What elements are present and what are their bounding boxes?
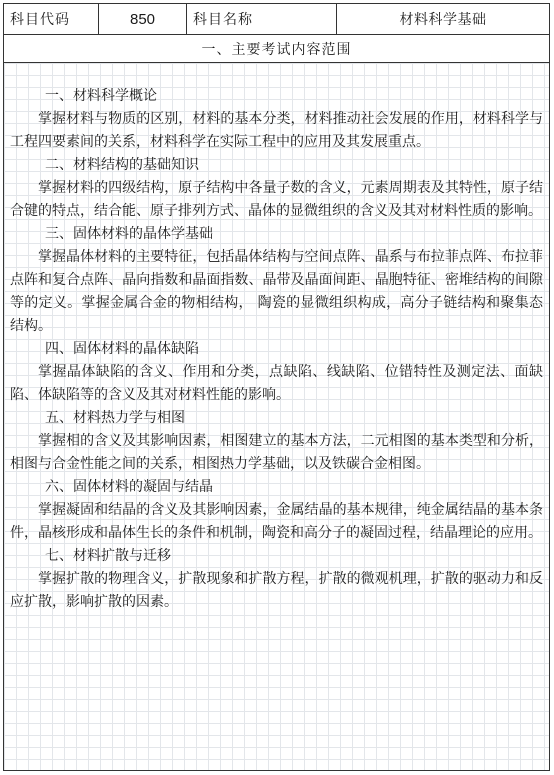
subject-code-label: 科目代码 bbox=[4, 4, 99, 34]
subject-header-row bbox=[4, 4, 549, 35]
section-heading: 七、材料扩散与迁移 bbox=[45, 548, 171, 564]
section-block bbox=[10, 407, 543, 476]
section-block bbox=[10, 85, 543, 154]
section-paragraph: 掌握凝固和结晶的含义及其影响因素，金属结晶的基本规律，纯金属结晶的基本条件，晶核形成和晶体生长的条件和机制，陶瓷和高分子的凝固过程，结晶理论的应用。 bbox=[10, 502, 543, 541]
section-paragraph: 掌握材料的四级结构，原子结构中各量子数的含义，元素周期表及其特性，原子结合键的特点，结合能、原子排列方式、晶体的显微组织的含义及其对材料性质的影响。 bbox=[10, 180, 543, 219]
section-heading: 四、固体材料的晶体缺陷 bbox=[45, 341, 199, 357]
section-block bbox=[10, 154, 543, 223]
section-block bbox=[10, 476, 543, 545]
section-block bbox=[10, 338, 543, 407]
section-paragraph: 掌握晶体材料的主要特征，包括晶体结构与空间点阵、晶系与布拉菲点阵、布拉菲点阵和复合点阵、晶向指数和晶面指数、晶带及晶面间距、晶胞特征、密堆结构的间隙等的定义。掌握金属合金的物相结构， 陶瓷的显微组织构成，高分子链结构和聚集态结构。 bbox=[10, 249, 543, 334]
section-block bbox=[10, 545, 543, 614]
section-heading: 一、材料科学概论 bbox=[45, 88, 157, 104]
section-paragraph: 掌握相的含义及其影响因素，相图建立的基本方法，二元相图的基本类型和分析，相图与合金性能之间的关系，相图热力学基础，以及铁碳合金相图。 bbox=[10, 433, 543, 472]
section-paragraph: 掌握材料与物质的区别，材料的基本分类，材料推动社会发展的作用，材料科学与工程四要素间的关系，材料科学在实际工程中的应用及其发展重点。 bbox=[10, 111, 543, 150]
section-heading: 六、固体材料的凝固与结晶 bbox=[45, 479, 213, 495]
section-paragraph: 掌握晶体缺陷的含义、作用和分类，点缺陷、线缺陷、位错特性及测定法、面缺陷、体缺陷等的含义及其对材料性能的影响。 bbox=[10, 364, 543, 403]
syllabus-table bbox=[3, 3, 550, 771]
content-area bbox=[4, 63, 549, 770]
section-block bbox=[10, 223, 543, 338]
section-heading: 五、材料热力学与相图 bbox=[45, 410, 185, 426]
subject-name-label: 科目名称 bbox=[187, 4, 337, 34]
section-heading: 二、材料结构的基础知识 bbox=[45, 157, 199, 173]
section-title: 一、主要考试内容范围 bbox=[4, 35, 549, 63]
section-paragraph: 掌握扩散的物理含义，扩散现象和扩散方程，扩散的微观机理，扩散的驱动力和反应扩散，影响扩散的因素。 bbox=[10, 571, 543, 610]
subject-name-value: 材料科学基础 bbox=[399, 12, 487, 28]
section-heading: 三、固体材料的晶体学基础 bbox=[45, 226, 213, 242]
subject-code-value: 850 bbox=[99, 4, 187, 34]
